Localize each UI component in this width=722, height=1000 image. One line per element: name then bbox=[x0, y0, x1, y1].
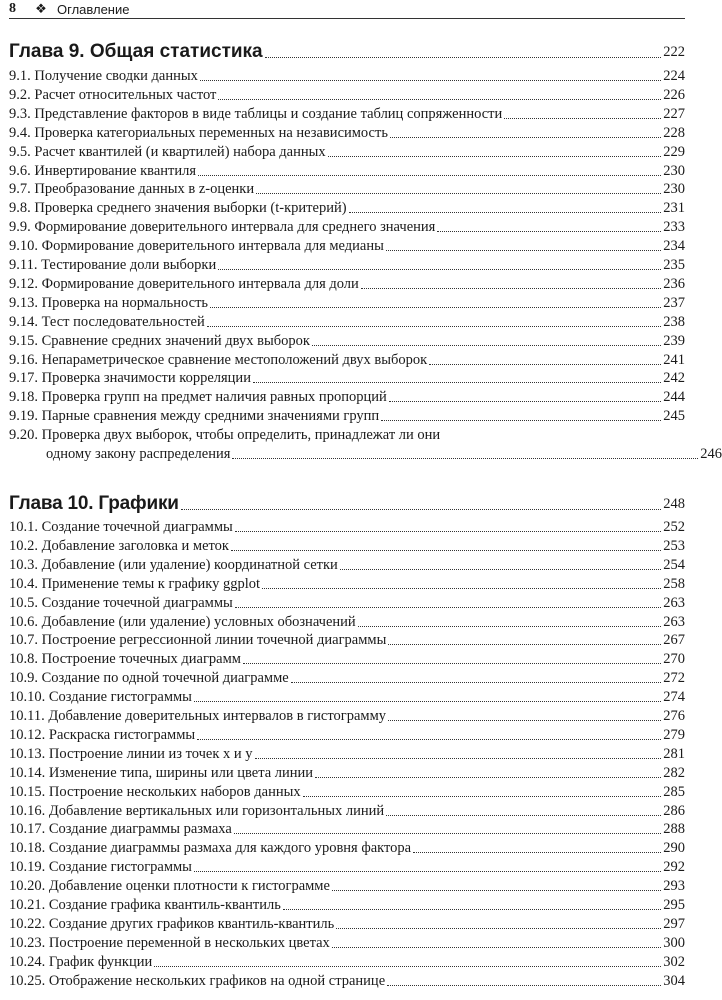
toc-entry bbox=[9, 649, 685, 668]
entry-title: 10.21. Создание графика квантиль-квантиль bbox=[9, 897, 281, 913]
dot-leader bbox=[389, 401, 662, 402]
entry-title: 10.22. Создание других графиков квантиль-квантиль bbox=[9, 915, 335, 932]
entry-page-number: 253 bbox=[663, 537, 685, 554]
toc-entry bbox=[9, 876, 685, 895]
entry-page-number: 230 bbox=[663, 181, 685, 198]
entry-page-number: 254 bbox=[663, 556, 685, 573]
page-number: 8 bbox=[9, 1, 16, 16]
entry-title: 9.9. Формирование доверительного интервала для среднего значения bbox=[9, 219, 436, 236]
dot-leader bbox=[243, 663, 661, 664]
dot-leader bbox=[388, 720, 661, 721]
entry-page-number: 245 bbox=[663, 408, 685, 425]
toc-entry bbox=[9, 66, 685, 85]
toc-entry bbox=[9, 179, 685, 198]
entry-page-number: 246 bbox=[700, 446, 722, 462]
entry-title: 10.25. Отображение нескольких графиков на одной странице bbox=[9, 972, 386, 989]
running-header bbox=[9, 0, 685, 19]
entry-page-number: 272 bbox=[663, 670, 685, 687]
dot-leader bbox=[328, 156, 662, 157]
dot-leader bbox=[232, 458, 698, 459]
dot-leader bbox=[235, 607, 661, 608]
dot-leader bbox=[429, 364, 661, 365]
toc-entry bbox=[9, 293, 685, 312]
ornament-icon: ❖ bbox=[35, 1, 47, 16]
entry-title: 10.6. Добавление (или удаление) условных обозначений bbox=[9, 613, 356, 630]
dot-leader bbox=[218, 99, 661, 100]
dot-leader bbox=[197, 739, 661, 740]
toc-entry bbox=[9, 668, 685, 687]
entry-page-number: 248 bbox=[663, 496, 685, 512]
toc-entry bbox=[9, 838, 685, 857]
entry-page-number: 226 bbox=[663, 86, 685, 103]
toc-entry bbox=[9, 85, 685, 104]
dot-leader bbox=[181, 509, 662, 510]
toc-entry bbox=[9, 406, 685, 425]
entry-title: 10.11. Добавление доверительных интервалов в гистограмму bbox=[9, 708, 386, 724]
entry-title: 9.12. Формирование доверительного интервала для доли bbox=[9, 275, 359, 292]
dot-leader bbox=[207, 326, 662, 327]
toc-entry bbox=[9, 971, 685, 990]
entry-page-number: 239 bbox=[663, 332, 685, 349]
toc-entry bbox=[9, 387, 685, 406]
entry-title: 10.15. Построение нескольких наборов данных bbox=[9, 783, 301, 800]
dot-leader bbox=[265, 57, 662, 58]
entry-page-number: 227 bbox=[663, 105, 685, 122]
toc-entry bbox=[9, 725, 685, 744]
entry-title: 10.10. Создание гистограммы bbox=[9, 689, 192, 706]
entry-title: 9.19. Парные сравнения между средними значениями групп bbox=[9, 408, 380, 425]
toc-entry bbox=[9, 331, 685, 350]
entry-page-number: 302 bbox=[663, 953, 685, 970]
entry-title: 9.16. Непараметрическое сравнение местоположений двух выборок bbox=[9, 351, 428, 368]
dot-leader bbox=[386, 250, 661, 251]
entry-title: 10.2. Добавление заголовка и меток bbox=[9, 537, 229, 554]
toc-entry bbox=[9, 857, 685, 876]
entry-title: 9.18. Проверка групп на предмет наличия равных пропорций bbox=[9, 389, 387, 406]
entry-page-number: 290 bbox=[663, 840, 685, 857]
entry-title: 9.10. Формирование доверительного интервала для медианы bbox=[9, 238, 384, 255]
entry-title: 10.12. Раскраска гистограммы bbox=[9, 726, 196, 743]
entry-title: 9.1. Получение сводки данных bbox=[9, 68, 198, 84]
dot-leader bbox=[388, 644, 661, 645]
entry-title: 10.7. Построение регрессионной линии точечной диаграммы bbox=[9, 632, 387, 649]
dot-leader bbox=[504, 118, 661, 119]
entry-title: 9.3. Представление факторов в виде таблицы и создание таблиц сопряженности bbox=[9, 105, 503, 122]
dot-leader bbox=[256, 193, 661, 194]
entry-page-number: 304 bbox=[663, 972, 685, 989]
dot-leader bbox=[303, 796, 662, 797]
toc-entry bbox=[9, 368, 685, 387]
entry-title: 9.11. Тестирование доли выборки bbox=[9, 257, 217, 273]
entry-page-number: 238 bbox=[663, 313, 685, 330]
entry-page-number: 274 bbox=[663, 689, 685, 706]
entry-page-number: 236 bbox=[663, 275, 685, 292]
entry-page-number: 297 bbox=[663, 915, 685, 932]
entry-page-number: 224 bbox=[663, 68, 685, 84]
entry-title: 9.2. Расчет относительных частот bbox=[9, 86, 217, 103]
entry-title: 9.6. Инвертирование квантиля bbox=[9, 162, 197, 179]
dot-leader bbox=[234, 833, 661, 834]
entry-page-number: 300 bbox=[663, 934, 685, 951]
toc-entry bbox=[9, 161, 685, 180]
dot-leader bbox=[332, 947, 661, 948]
dot-leader bbox=[315, 777, 661, 778]
dot-leader bbox=[381, 420, 661, 421]
dot-leader bbox=[210, 307, 661, 308]
dot-leader bbox=[336, 928, 661, 929]
dot-leader bbox=[253, 382, 661, 383]
toc-entry bbox=[9, 142, 685, 161]
toc-entry bbox=[9, 123, 685, 142]
entry-page-number: 292 bbox=[663, 859, 685, 876]
entry-page-number: 228 bbox=[663, 124, 685, 141]
toc-entry bbox=[9, 444, 722, 463]
entry-page-number: 270 bbox=[663, 651, 685, 668]
entry-page-number: 241 bbox=[663, 351, 685, 368]
toc-entry bbox=[9, 895, 685, 914]
entry-page-number: 286 bbox=[663, 802, 685, 819]
dot-leader bbox=[386, 815, 661, 816]
entry-title: 9.5. Расчет квантилей (и квартилей) набора данных bbox=[9, 143, 326, 160]
entry-title: Глава 10. Графики bbox=[9, 493, 179, 514]
entry-page-number: 258 bbox=[663, 575, 685, 592]
entry-title: 10.9. Создание по одной точечной диаграмме bbox=[9, 670, 289, 687]
dot-leader bbox=[340, 569, 661, 570]
dot-leader bbox=[154, 966, 661, 967]
dot-leader bbox=[194, 871, 661, 872]
entry-page-number: 295 bbox=[663, 897, 685, 913]
chapter-heading bbox=[9, 38, 685, 64]
entry-title: 10.24. График функции bbox=[9, 953, 153, 970]
dot-leader bbox=[218, 269, 661, 270]
toc-entry bbox=[9, 517, 685, 536]
toc-entry bbox=[9, 744, 685, 763]
entry-title: 10.3. Добавление (или удаление) координатной сетки bbox=[9, 556, 338, 573]
entry-page-number: 229 bbox=[663, 143, 685, 160]
dot-leader bbox=[194, 701, 661, 702]
dot-leader bbox=[332, 890, 661, 891]
toc-entry bbox=[9, 536, 685, 555]
entry-page-number: 231 bbox=[663, 200, 685, 217]
toc-entry bbox=[9, 801, 685, 820]
dot-leader bbox=[437, 231, 661, 232]
toc-entry bbox=[9, 630, 685, 649]
dot-leader bbox=[255, 758, 662, 759]
entry-title: 9.17. Проверка значимости корреляции bbox=[9, 370, 251, 387]
dot-leader bbox=[312, 345, 661, 346]
entry-title: 10.14. Изменение типа, ширины или цвета линии bbox=[9, 764, 314, 781]
entry-title: 10.5. Создание точечной диаграммы bbox=[9, 594, 233, 611]
dot-leader bbox=[262, 588, 661, 589]
entry-title: 10.8. Построение точечных диаграмм bbox=[9, 651, 241, 668]
entry-title: 10.20. Добавление оценки плотности к гистограмме bbox=[9, 878, 330, 895]
entry-title: 10.4. Применение темы к графику ggplot bbox=[9, 575, 261, 592]
toc-entry bbox=[9, 612, 685, 631]
entry-page-number: 233 bbox=[663, 219, 685, 236]
entry-title: 10.13. Построение линии из точек x и y bbox=[9, 745, 253, 762]
entry-title: 9.4. Проверка категориальных переменных на независимость bbox=[9, 124, 388, 141]
entry-page-number: 222 bbox=[663, 44, 685, 60]
entry-page-number: 242 bbox=[663, 370, 685, 387]
toc-entry bbox=[9, 819, 685, 838]
toc-entry bbox=[9, 104, 685, 123]
entry-title: 9.13. Проверка на нормальность bbox=[9, 294, 209, 311]
entry-page-number: 263 bbox=[663, 594, 685, 611]
entry-page-number: 234 bbox=[663, 238, 685, 255]
dot-leader bbox=[361, 288, 661, 289]
entry-page-number: 276 bbox=[663, 708, 685, 724]
toc-entry bbox=[9, 274, 685, 293]
entry-title: 10.18. Создание диаграммы размаха для каждого уровня фактора bbox=[9, 840, 412, 857]
entry-page-number: 263 bbox=[663, 613, 685, 630]
dot-leader bbox=[387, 985, 661, 986]
entry-page-number: 288 bbox=[663, 821, 685, 838]
toc-entry bbox=[9, 914, 685, 933]
dot-leader bbox=[413, 852, 661, 853]
entry-title: 10.16. Добавление вертикальных или горизонтальных линий bbox=[9, 802, 385, 819]
dot-leader bbox=[200, 80, 661, 81]
chapter-heading bbox=[9, 490, 685, 516]
dot-leader bbox=[358, 626, 662, 627]
toc-entry bbox=[9, 236, 685, 255]
dot-leader bbox=[349, 212, 662, 213]
toc-entry bbox=[9, 687, 685, 706]
toc-entry-line1: 9.20. Проверка двух выборок, чтобы определить, принадлежат ли они bbox=[9, 427, 441, 444]
toc-entry bbox=[9, 555, 685, 574]
toc-entry bbox=[9, 198, 685, 217]
entry-page-number: 267 bbox=[663, 632, 685, 649]
entry-title: 10.23. Построение переменной в нескольких цветах bbox=[9, 934, 330, 951]
dot-leader bbox=[291, 682, 662, 683]
toc-entry bbox=[9, 350, 685, 369]
entry-title: 9.14. Тест последовательностей bbox=[9, 313, 205, 330]
entry-page-number: 293 bbox=[663, 878, 685, 895]
dot-leader bbox=[390, 137, 661, 138]
toc-entry bbox=[9, 706, 685, 725]
toc-entry bbox=[9, 217, 685, 236]
entry-page-number: 285 bbox=[663, 783, 685, 800]
toc-entry bbox=[9, 574, 685, 593]
entry-page-number: 235 bbox=[663, 257, 685, 273]
toc-entry bbox=[9, 255, 685, 274]
entry-title: 9.15. Сравнение средних значений двух выборок bbox=[9, 332, 310, 349]
toc-entry bbox=[9, 782, 685, 801]
entry-page-number: 237 bbox=[663, 294, 685, 311]
entry-page-number: 230 bbox=[663, 162, 685, 179]
entry-page-number: 279 bbox=[663, 726, 685, 743]
entry-title: 10.19. Создание гистограммы bbox=[9, 859, 192, 876]
dot-leader bbox=[283, 909, 661, 910]
entry-title: 10.17. Создание диаграммы размаха bbox=[9, 821, 232, 838]
toc-entry bbox=[9, 952, 685, 971]
toc-entry bbox=[9, 933, 685, 952]
entry-title: 10.1. Создание точечной диаграммы bbox=[9, 519, 233, 535]
entry-title: 9.8. Проверка среднего значения выборки (t-критерий) bbox=[9, 200, 347, 217]
entry-page-number: 281 bbox=[663, 745, 685, 762]
dot-leader bbox=[231, 550, 661, 551]
dot-leader bbox=[235, 531, 661, 532]
header-title: Оглавление bbox=[57, 1, 130, 17]
entry-page-number: 252 bbox=[663, 519, 685, 535]
entry-page-number: 282 bbox=[663, 764, 685, 781]
entry-page-number: 244 bbox=[663, 389, 685, 406]
toc-entry bbox=[9, 312, 685, 331]
entry-title: одному закону распределения bbox=[46, 446, 231, 462]
dot-leader bbox=[198, 175, 661, 176]
toc-entry bbox=[9, 593, 685, 612]
toc-entry bbox=[9, 763, 685, 782]
entry-title: Глава 9. Общая статистика bbox=[9, 41, 263, 62]
entry-title: 9.7. Преобразование данных в z-оценки bbox=[9, 181, 255, 198]
